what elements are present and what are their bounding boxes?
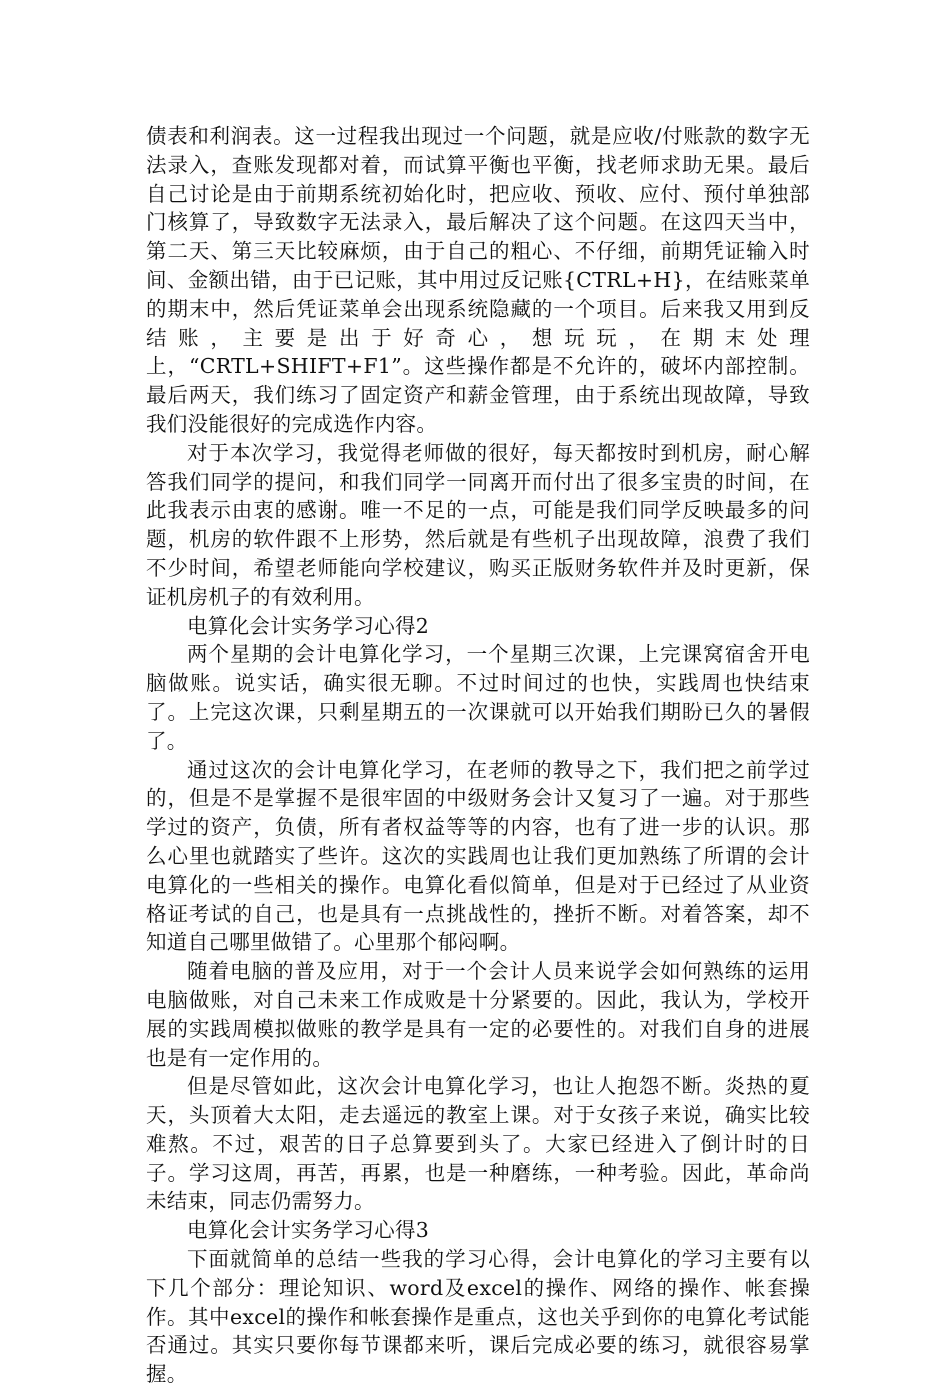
document-page [146, 122, 810, 1389]
section-heading-2: 电算化会计实务学习心得2 [187, 613, 430, 638]
paragraph-teacher-thanks: 对于本次学习，我觉得老师做的很好，每天都按时到机房，耐心解答我们同学的提问，和我们同学一同离开而付出了很多宝贵的时间，在此我表示由衷的感谢。唯一不足的一点，可能是我们同学反映最多的问题，机房的软件跟不上形势，然后就是有些机子出现故障，浪费了我们不少时间，希望老师能向学校建议，购买正版财务软件并及时更新，保证机房机子的有效利用。 [146, 440, 810, 609]
paragraph-ledger-issues: 债表和利润表。这一过程我出现过一个问题，就是应收/付账款的数字无法录入，查账发现都对着，而试算平衡也平衡，找老师求助无果。最后自己讨论是由于前期系统初始化时，把应收、预收、应付、预付单独部门核算了，导致数字无法录入，最后解决了这个问题。在这四天当中，第二天、第三天比较麻烦，由于自己的粗心、不仔细，前期凭证输入时间、金额出错，由于已记账，其中用过反记账{CTRL+H}，在结账菜单的期末中，然后凭证菜单会出现系统隐藏的一个项目。后来我又用到反结账，主要是出于好奇心，想玩玩，在期末处理上，“CRTL+SHIFT+F1”。这些操作都是不允许的，破坏内部控制。最后两天，我们练习了固定资产和薪金管理，由于系统出现故障，导致我们没能很好的完成选作内容。 [146, 124, 810, 436]
paragraph-review: 通过这次的会计电算化学习，在老师的教导之下，我们把之前学过的，但是不是掌握不是很牢固的中级财务会计又复习了一遍。对于那些学过的资产，负债，所有者权益等等的内容，也有了进一步的认识。那么心里也就踏实了些许。这次的实践周也让我们更加熟练了所谓的会计电算化的一些相关的操作。电算化看似简单，但是对于已经过了从业资格证考试的自己，也是具有一点挑战性的，挫折不断。对着答案，却不知道自己哪里做错了。心里那个郁闷啊。 [146, 757, 810, 955]
paragraph-complaints: 但是尽管如此，这次会计电算化学习，也让人抱怨不断。炎热的夏天，头顶着大太阳，走去遥远的教室上课。对于女孩子来说，确实比较难熬。不过，艰苦的日子总算要到头了。大家已经进入了倒计时的日子。学习这周，再苦，再累，也是一种磨练，一种考验。因此，革命尚未结束，同志仍需努力。 [146, 1074, 810, 1214]
paragraph-two-weeks: 两个星期的会计电算化学习，一个星期三次课，上完课窝宿舍开电脑做账。说实话，确实很无聊。不过时间过的也快，实践周也快结束了。上完这次课，只剩星期五的一次课就可以开始我们期盼已久的暑假了。 [146, 642, 810, 753]
paragraph-computer-skills: 随着电脑的普及应用，对于一个会计人员来说学会如何熟练的运用电脑做账，对自己未来工作成败是十分紧要的。因此，我认为，学校开展的实践周模拟做账的教学是具有一定的必要性的。对我们自身的进展也是有一定作用的。 [146, 959, 810, 1070]
section-heading-3: 电算化会计实务学习心得3 [187, 1218, 430, 1243]
paragraph-summary: 下面就简单的总结一些我的学习心得，会计电算化的学习主要有以下几个部分：理论知识、word及excel的操作、网络的操作、帐套操作。其中excel的操作和帐套操作是重点，这也关乎到你的电算化考试能否通过。其实只要你每节课都来听，课后完成必要的练习，就很容易掌握。 [146, 1247, 810, 1387]
